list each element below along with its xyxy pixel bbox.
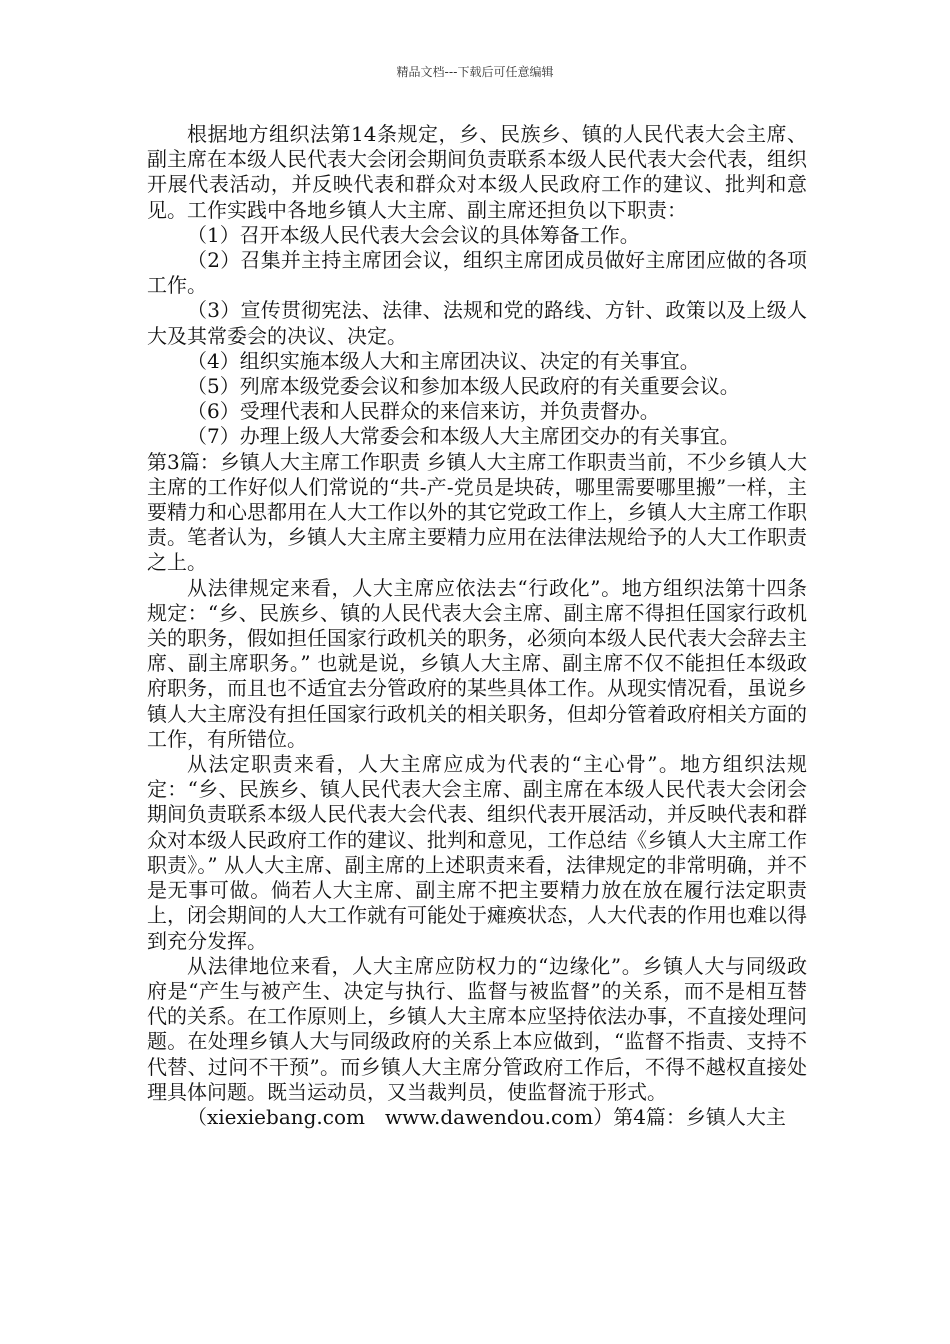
document-body bbox=[147, 122, 807, 1130]
status-paragraph: 从法律地位来看，人大主席应防权力的“边缘化”。乡镇人大与同级政府是“产生与被产生、决定与执行、监督与被监督”的关系，而不是相互替代的关系。在工作原则上，乡镇人大主席本应坚持依法办事，不直接处理问题。在处理乡镇人大与同级政府的关系上本应做到，“监督不指责、支持不代替、过问不干预”。而乡镇人大主席分管政府工作后，不得不越权直接处理具体问题。既当运动员，又当裁判员，使监督流于形式。 bbox=[147, 953, 807, 1104]
section-3-paragraph: 第3篇：乡镇人大主席工作职责 乡镇人大主席工作职责当前，不少乡镇人大主席的工作好似人们常说的“共-产-党员是块砖，哪里需要哪里搬”一样，主要精力和心思都用在人大工作以外的其它党政工作上，乡镇人大主席工作职责。笔者认为，乡镇人大主席主要精力应用在法律法规给予的人大工作职责之上。 bbox=[147, 449, 807, 575]
duty-item-5: （5）列席本级党委会议和参加本级人民政府的有关重要会议。 bbox=[187, 374, 740, 399]
law-paragraph: 从法律规定来看，人大主席应依法去“行政化”。地方组织法第十四条规定：“乡、民族乡、镇的人民代表大会主席、副主席不得担任国家行政机关的职务，假如担任国家行政机关的职务，必须向本级人民代表大会辞去主席、副主席职务。” 也就是说，乡镇人大主席、副主席不仅不能担任本级政府职务，而且也不适宜去分管政府的某些具体工作。从现实情况看，虽说乡镇人大主席没有担任国家行政机关的相关职务，但却分管着政府相关方面的工作，有所错位。 bbox=[147, 575, 807, 751]
duty-item-3: （3）宣传贯彻宪法、法律、法规和党的路线、方针、政策以及上级人大及其常委会的决议、决定。 bbox=[147, 298, 807, 348]
duty-paragraph: 从法定职责来看，人大主席应成为代表的“主心骨”。地方组织法规定：“乡、民族乡、镇人民代表大会主席、副主席在本级人民代表大会闭会期间负责联系本级人民代表大会代表、组织代表开展活动，并反映代表和群众对本级人民政府工作的建议、批判和意见，工作总结《乡镇人大主席工作职责》。” 从人大主席、副主席的上述职责来看，法律规定的非常明确，并不是无事可做。倘若人大主席、副主席不把主要精力放在放在履行法定职责上，闭会期间的人大工作就有可能处于瘫痪状态，人大代表的作用也难以得到充分发挥。 bbox=[147, 752, 807, 953]
duty-item-2: （2）召集并主持主席团会议，组织主席团成员做好主席团应做的各项工作。 bbox=[147, 248, 807, 298]
duty-item-4: （4）组织实施本级人大和主席团决议、决定的有关事宜。 bbox=[187, 348, 700, 373]
duty-item-1: （1）召开本级人民代表大会会议的具体筹备工作。 bbox=[187, 222, 640, 247]
intro-paragraph: 根据地方组织法第14条规定，乡、民族乡、镇的人民代表大会主席、副主席在本级人民代表大会闭会期间负责联系本级人民代表大会代表，组织开展代表活动，并反映代表和群众对本级人民政府工作的建议、批判和意见。工作实践中各地乡镇人大主席、副主席还担负以下职责： bbox=[147, 122, 807, 222]
duty-item-7: （7）办理上级人大常委会和本级人大主席团交办的有关事宜。 bbox=[187, 424, 740, 449]
page-header: 精品文档---下载后可任意编辑 bbox=[396, 65, 554, 79]
duty-item-6: （6）受理代表和人民群众的来信来访，并负责督办。 bbox=[187, 399, 660, 424]
tail-paragraph: （xiexiebang.com www.dawendou.com）第4篇：乡镇人大主 bbox=[187, 1104, 786, 1129]
